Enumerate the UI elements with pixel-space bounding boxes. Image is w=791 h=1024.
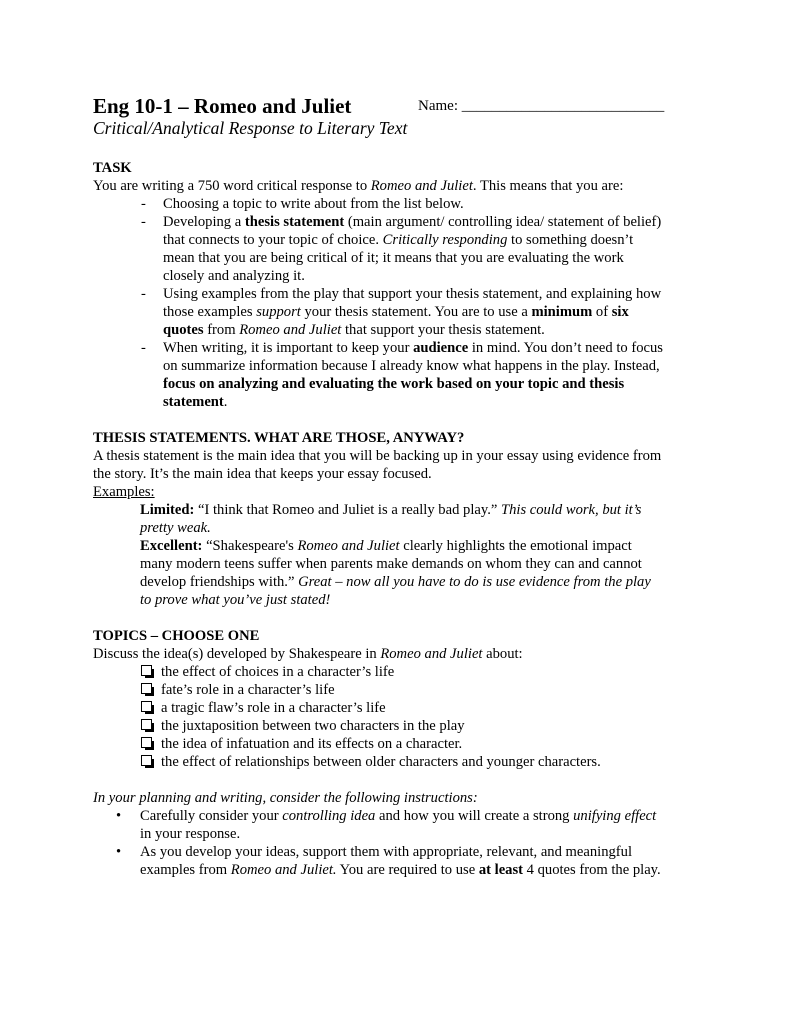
dash-marker: -: [141, 340, 146, 356]
topic-option[interactable]: fate’s role in a character’s life: [141, 681, 335, 699]
checkbox-icon[interactable]: [141, 701, 152, 712]
thesis-paragraph-line-1: A thesis statement is the main idea that you will be backing up in your essay using evidence from: [93, 448, 662, 464]
bullet-icon: •: [116, 844, 122, 860]
thesis-heading: THESIS STATEMENTS. WHAT ARE THOSE, ANYWAY?: [93, 430, 465, 446]
checkbox-icon[interactable]: [141, 719, 152, 730]
task-item-3-line-2: those examples support your thesis statement. You are to use a minimum of six: [163, 304, 629, 320]
dash-marker: -: [141, 214, 146, 230]
instruction-1-line-1: Carefully consider your controlling idea and how you will create a strong unifying effect: [140, 808, 657, 824]
document-title: Eng 10-1 – Romeo and Juliet: [93, 94, 352, 118]
task-item-2-line-2: that connects to your topic of choice. Critically responding to something doesn’t: [163, 232, 634, 248]
dash-marker: -: [141, 286, 146, 302]
task-item-3-line-1: Using examples from the play that support your thesis statement, and explaining how: [163, 286, 662, 302]
instruction-1-line-2: in your response.: [140, 826, 241, 842]
checkbox-icon[interactable]: [141, 683, 152, 694]
excellent-example-line-1: Excellent: “Shakespeare's Romeo and Juliet clearly highlights the emotional impact: [140, 538, 632, 554]
task-intro: You are writing a 750 word critical response to Romeo and Juliet. This means that you are:: [93, 178, 624, 194]
document-subtitle: Critical/Analytical Response to Literary Text: [93, 118, 408, 138]
excellent-example-line-3: develop friendships with.” Great – now all you have to do is use evidence from the play: [140, 574, 651, 590]
limited-example-line-1: Limited: “I think that Romeo and Juliet is a really bad play.” This could work, but it’s: [140, 502, 642, 518]
topic-option[interactable]: the idea of infatuation and its effects on a character.: [141, 735, 462, 753]
topic-option[interactable]: the effect of choices in a character’s life: [141, 663, 394, 681]
task-item-4-line-1: When writing, it is important to keep your audience in mind. You don’t need to focus: [163, 340, 663, 356]
limited-example-line-2: pretty weak.: [140, 520, 211, 536]
checkbox-icon[interactable]: [141, 755, 152, 766]
task-item-2-line-3: mean that you are being critical of it; it means that you are evaluating the work: [163, 250, 624, 266]
task-item-2-line-1: Developing a thesis statement (main argument/ controlling idea/ statement of belief): [163, 214, 662, 230]
thesis-paragraph-line-2: the story. It’s the main idea that keeps your essay focused.: [93, 466, 432, 482]
instruction-2-line-2: examples from Romeo and Juliet. You are required to use at least 4 quotes from the play.: [140, 862, 661, 878]
examples-label: Examples:: [93, 484, 155, 500]
task-item-4-line-4: statement.: [163, 394, 228, 410]
task-item-1: Choosing a topic to write about from the list below.: [163, 196, 464, 212]
topic-option[interactable]: the effect of relationships between older characters and younger characters.: [141, 753, 601, 771]
name-field-label: Name: ___________________________: [418, 98, 665, 114]
task-item-4-line-3: focus on analyzing and evaluating the work based on your topic and thesis: [163, 376, 625, 392]
excellent-example-line-2: many modern teens suffer when parents make demands on whom they can and cannot: [140, 556, 642, 572]
instructions-intro: In your planning and writing, consider the following instructions:: [93, 790, 478, 806]
task-item-4-line-2: on summarize information because I already know what happens in the play. Instead,: [163, 358, 660, 374]
task-heading: TASK: [93, 160, 132, 176]
excellent-example-line-4: to prove what you’ve just stated!: [140, 592, 331, 608]
topics-intro: Discuss the idea(s) developed by Shakespeare in Romeo and Juliet about:: [93, 646, 523, 662]
bullet-icon: •: [116, 808, 122, 824]
instruction-2-line-1: As you develop your ideas, support them with appropriate, relevant, and meaningful: [140, 844, 633, 860]
topic-option[interactable]: a tragic flaw’s role in a character’s life: [141, 699, 386, 717]
topic-option[interactable]: the juxtaposition between two characters in the play: [141, 717, 465, 735]
task-item-3-line-3: quotes from Romeo and Juliet that support your thesis statement.: [163, 322, 545, 338]
dash-marker: -: [141, 196, 146, 212]
task-item-2-line-4: closely and analyzing it.: [163, 268, 305, 284]
checkbox-icon[interactable]: [141, 665, 152, 676]
topics-heading: TOPICS – CHOOSE ONE: [93, 628, 260, 644]
checkbox-icon[interactable]: [141, 737, 152, 748]
